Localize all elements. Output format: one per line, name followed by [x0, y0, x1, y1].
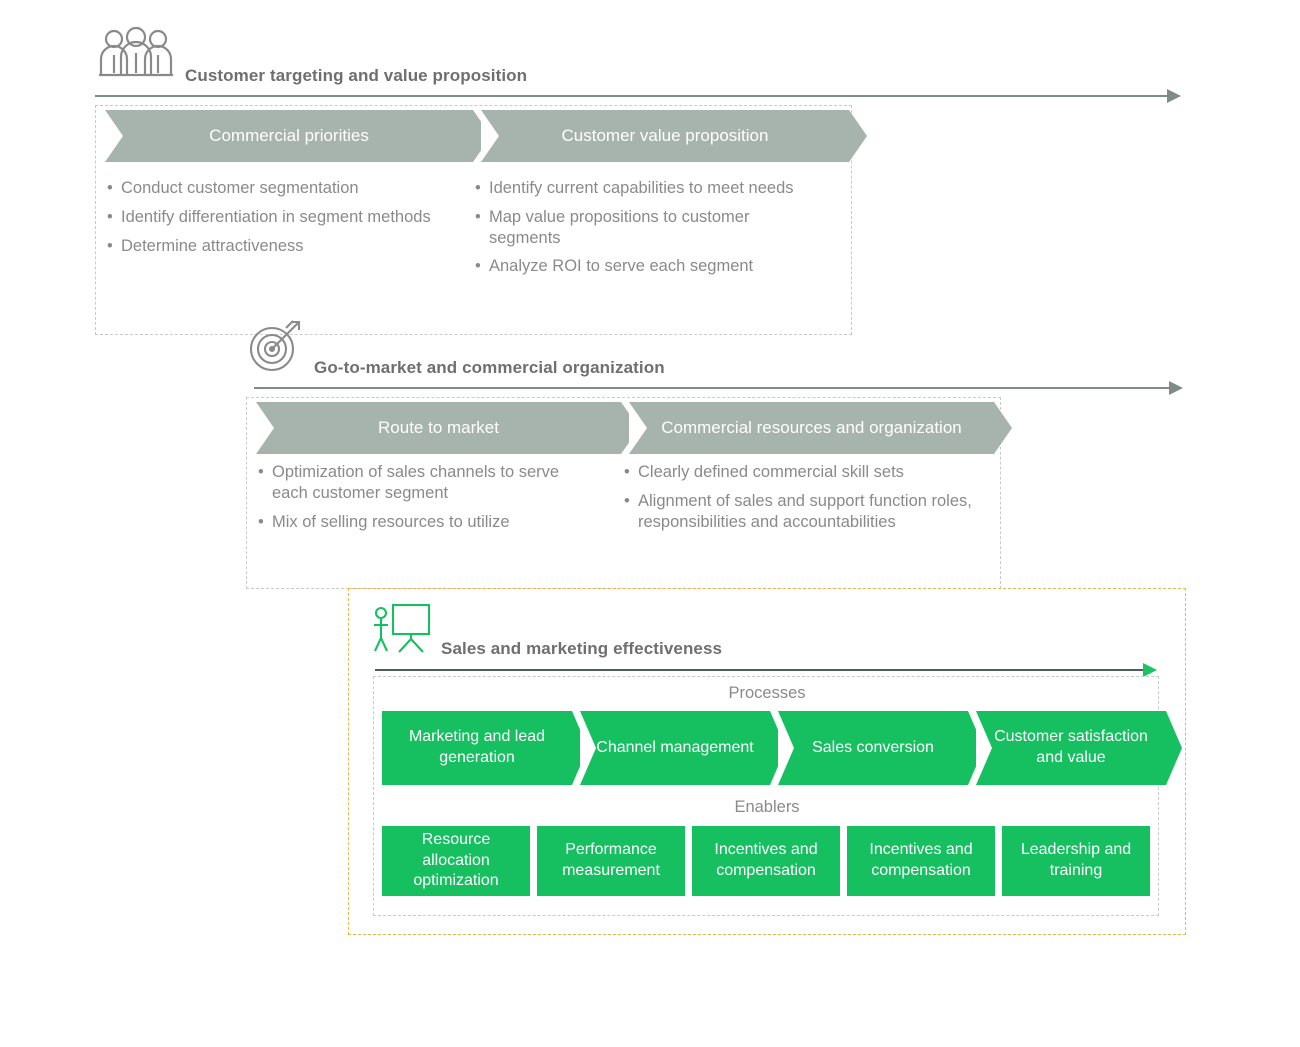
list-item: • Determine attractiveness — [107, 236, 457, 257]
enabler-incentives-and-compensation-1[interactable]: Incentives and compensation — [692, 826, 840, 896]
enablers-label: Enablers — [734, 798, 800, 816]
enabler-resource-allocation-optimization[interactable]: Resource allocation optimization — [382, 826, 530, 896]
stage-label: Commercial resources and organization — [661, 418, 962, 438]
enabler-leadership-and-training[interactable]: Leadership and training — [1002, 826, 1150, 896]
stage-commercial-resources[interactable] — [629, 402, 994, 454]
stage-label: Commercial priorities — [209, 126, 369, 146]
list-item: • Map value propositions to customer segments — [475, 207, 825, 249]
section2-chevron-row — [256, 402, 1002, 454]
section1-stage2-bullets — [475, 178, 825, 285]
section3-header — [371, 601, 722, 661]
section1-header — [95, 28, 1185, 88]
section2-arrow-line — [254, 387, 1176, 389]
section2-title: Go-to-market and commercial organization — [314, 358, 665, 377]
section2-stage1-bullets — [258, 462, 593, 540]
section2-arrow-head — [1169, 381, 1183, 395]
section1-chevron-row — [105, 110, 857, 162]
stage-customer-value-proposition[interactable] — [481, 110, 849, 162]
section1-title: Customer targeting and value proposition — [185, 66, 528, 85]
section-customer-targeting — [95, 28, 1185, 276]
list-item: • Alignment of sales and support function roles, responsibilities and accountabilities — [624, 491, 974, 533]
people-group-icon — [95, 25, 177, 88]
list-item: • Identify current capabilities to meet needs — [475, 178, 825, 199]
target-dart-icon — [246, 317, 306, 380]
stage-route-to-market[interactable] — [256, 402, 621, 454]
processes-label: Processes — [728, 684, 806, 702]
process-customer-satisfaction-value[interactable] — [976, 711, 1166, 785]
section1-arrow-line — [95, 95, 1167, 97]
presenter-board-icon — [371, 598, 433, 661]
section3-arrow-line — [375, 669, 1143, 671]
process-label: Channel management — [596, 738, 754, 756]
processes-chevron-row — [382, 711, 1174, 785]
enabler-incentives-and-compensation-2[interactable]: Incentives and compensation — [847, 826, 995, 896]
stage-label: Route to market — [378, 418, 499, 438]
process-sales-conversion[interactable] — [778, 711, 968, 785]
list-item: • Conduct customer segmentation — [107, 178, 457, 199]
section-go-to-market — [246, 320, 1186, 531]
section2-header — [246, 320, 1186, 380]
process-label: Customer satisfaction and value — [994, 728, 1148, 766]
list-item: • Optimization of sales channels to serve each customer segment — [258, 462, 593, 504]
stage-label: Customer value proposition — [561, 126, 769, 146]
list-item: • Clearly defined commercial skill sets — [624, 462, 974, 483]
enablers-row — [382, 826, 1150, 896]
process-label: Sales conversion — [812, 738, 934, 756]
process-channel-management[interactable] — [580, 711, 770, 785]
section2-stage2-bullets — [624, 462, 974, 540]
section1-arrow-head — [1167, 89, 1181, 103]
section3-arrow-head — [1143, 663, 1157, 677]
list-item: • Mix of selling resources to utilize — [258, 512, 593, 533]
process-label: Marketing and lead generation — [408, 728, 546, 766]
section-sales-marketing-effectiveness — [348, 588, 1186, 935]
process-marketing-lead-generation[interactable] — [382, 711, 572, 785]
section3-title: Sales and marketing effectiveness — [441, 639, 723, 658]
enabler-performance-measurement[interactable]: Performance measurement — [537, 826, 685, 896]
stage-commercial-priorities[interactable] — [105, 110, 473, 162]
section1-stage1-bullets — [107, 178, 457, 264]
list-item: • Identify differentiation in segment methods — [107, 207, 457, 228]
list-item: • Analyze ROI to serve each segment — [475, 256, 825, 277]
